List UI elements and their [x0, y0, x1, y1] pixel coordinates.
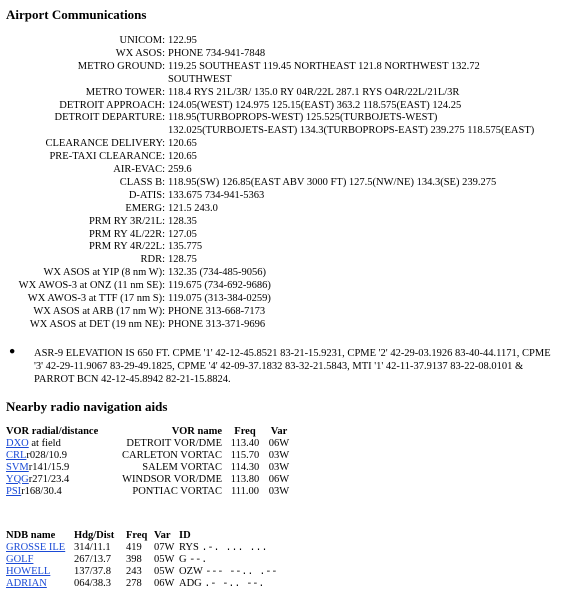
comm-label: METRO TOWER:	[85, 86, 165, 98]
ndb-id: RYS	[179, 542, 199, 553]
vor-table	[6, 427, 294, 499]
comm-label: WX ASOS at DET (19 nm NE):	[29, 318, 165, 330]
vor-id-link[interactable]: SVM	[6, 462, 29, 473]
comm-label: METRO GROUND:	[77, 60, 165, 72]
comm-value-continued: SOUTHWEST	[168, 73, 232, 85]
vor-var: 03W	[268, 486, 290, 497]
ndb-hdg-dist: 267/13.7	[74, 554, 112, 565]
vor-id-link[interactable]: DXO	[6, 438, 29, 449]
comm-row	[0, 191, 567, 204]
vor-name: DETROIT VOR/DME	[126, 438, 222, 449]
vor-freq: 113.80	[230, 474, 260, 485]
ndb-morse: --.	[189, 555, 208, 566]
ndb-var: 07W	[154, 542, 175, 553]
ndb-name-link[interactable]: HOWELL	[6, 566, 51, 577]
vor-var: 06W	[268, 474, 290, 485]
comm-row	[0, 36, 567, 49]
vor-freq: 114.30	[230, 462, 260, 473]
comm-label: CLEARANCE DELIVERY:	[45, 138, 165, 150]
comm-value: 127.05	[168, 228, 197, 240]
ndb-var: 05W	[154, 554, 175, 565]
ndb-morse: .-. ... ...	[201, 543, 268, 554]
comm-value: 119.675 (734-692-9686)	[168, 280, 271, 292]
comm-row	[0, 307, 567, 320]
comm-value: 119.075 (313-384-0259)	[168, 293, 271, 304]
comm-value-continued: 132.025(TURBOJETS-EAST) 134.3(TURBOPROPS-EAST) 239.275 118.575(EAST)	[168, 125, 535, 137]
ndb-freq: 419	[126, 542, 142, 553]
vor-name: PONTIAC VORTAC	[132, 486, 222, 497]
ndb-var: 06W	[154, 578, 175, 589]
comm-label: RDR:	[140, 254, 165, 266]
comm-label: D-ATIS:	[128, 189, 165, 201]
ndb-id: OZW	[179, 566, 203, 577]
bullet-icon: ●	[9, 346, 16, 357]
vor-freq: 115.70	[230, 450, 260, 461]
comm-value: 119.25 SOUTHEAST 119.45 NORTHEAST 121.8 NORTHWEST 132.72	[168, 60, 480, 72]
comm-value: 122.95	[168, 35, 197, 46]
ndb-freq: 278	[126, 578, 142, 589]
vor-radial-distance: at field	[28, 438, 61, 449]
comm-label: WX ASOS at YIP (8 nm W):	[43, 267, 165, 279]
vor-radial-distance: r141/15.9	[28, 462, 70, 473]
ndb-freq: 243	[126, 566, 142, 577]
vor-freq: 113.40	[230, 438, 260, 449]
comm-value: 133.675 734-941-5363	[168, 189, 265, 201]
comm-row	[0, 242, 567, 255]
vor-var: 03W	[268, 462, 290, 473]
vor-id-link[interactable]: PSI	[6, 486, 22, 497]
ndb-col-id: ID	[179, 530, 191, 541]
ndb-morse: --- --.. .--	[205, 567, 278, 578]
airport-communications-heading: Airport Communications	[6, 7, 147, 22]
comm-label: WX ASOS:	[115, 47, 165, 59]
comm-label: WX ASOS at ARB (17 nm W):	[33, 305, 165, 317]
comm-value: 128.35	[168, 215, 197, 227]
comm-label: PRM RY 4R/22L:	[88, 241, 165, 253]
comm-value: 124.05(WEST) 124.975 125.15(EAST) 363.2 118.575(EAST) 124.25	[168, 99, 462, 111]
vor-var: 03W	[268, 450, 290, 461]
ndb-var: 05W	[154, 566, 175, 577]
vor-var: 06W	[268, 438, 290, 449]
comm-label: CLASS B:	[119, 176, 165, 188]
ndb-col-hdg: Hdg/Dist	[74, 530, 115, 541]
ndb-col-var: Var	[154, 530, 171, 541]
comm-row	[0, 230, 567, 243]
comm-label: PRE-TAXI CLEARANCE:	[49, 151, 165, 163]
comm-label: UNICOM:	[119, 35, 165, 46]
ndb-name-link[interactable]: GROSSE ILE	[6, 542, 66, 553]
vor-radial-distance: r168/30.4	[21, 486, 62, 497]
comm-label: WX AWOS-3 at ONZ (11 nm SE):	[18, 280, 165, 292]
comm-value: PHONE 313-668-7173	[168, 305, 266, 317]
comm-value: 118.95(TURBOPROPS-WEST) 125.525(TURBOJETS-WEST)	[168, 112, 438, 124]
vor-row	[6, 487, 294, 499]
vor-radial-distance: r028/10.9	[26, 450, 67, 461]
ndb-col-freq: Freq	[126, 530, 148, 541]
vor-name: WINDSOR VOR/DME	[122, 474, 222, 485]
comm-row	[0, 62, 567, 75]
comm-value: PHONE 313-371-9696	[168, 318, 266, 330]
comm-value: 118.95(SW) 126.85(EAST ABV 3000 FT) 127.5(NW/NE) 134.3(SE) 239.275	[168, 176, 497, 188]
vor-freq: 111.00	[230, 486, 260, 497]
comm-label: PRM RY 3R/21L:	[88, 215, 165, 227]
vor-name: SALEM VORTAC	[142, 462, 222, 473]
ndb-hdg-dist: 314/11.1	[74, 542, 111, 553]
comm-value: 120.65	[168, 138, 197, 150]
comm-label: AIR-EVAC:	[113, 164, 165, 175]
comm-row	[0, 49, 567, 62]
comm-row	[0, 88, 567, 101]
ndb-hdg-dist: 137/37.8	[74, 566, 112, 577]
comm-row-continued	[0, 75, 567, 88]
navaids-heading: Nearby radio navigation aids	[6, 399, 168, 414]
ndb-morse: .- -.. --.	[204, 579, 265, 590]
comm-value: 120.65	[168, 151, 197, 163]
ndb-row	[6, 579, 329, 591]
vor-col-var: Var	[270, 426, 288, 437]
ndb-freq: 398	[126, 554, 142, 565]
ndb-name-link[interactable]: ADRIAN	[6, 578, 47, 589]
comm-value: 128.75	[168, 254, 197, 266]
comm-value: 121.5 243.0	[168, 202, 218, 214]
ndb-id: G	[179, 554, 187, 565]
ndb-hdg-dist: 064/38.3	[74, 578, 112, 589]
comm-label: PRM RY 4L/22R:	[88, 228, 165, 240]
vor-name: CARLETON VORTAC	[122, 450, 222, 461]
ndb-table	[6, 531, 329, 591]
vor-radial-distance: r271/23.4	[28, 474, 70, 485]
comm-row	[0, 178, 567, 191]
comm-label: DETROIT APPROACH:	[59, 99, 165, 111]
vor-id-link[interactable]: YQG	[6, 474, 29, 485]
comm-value: 135.775	[168, 241, 203, 253]
comm-label: WX AWOS-3 at TTF (17 nm S):	[27, 293, 165, 304]
asr-note-text: ASR-9 ELEVATION IS 650 FT. CPME '1' 42-12-45.8521 83-21-15.9231, CPME '2' 42-29-03.1926 83-40-44.1171, CPME '3' 42-29-11.9067 83-29-49.1825, CPME '4' 42-09-37.1832 83-32-21.5843, MTI '1' 42-11-37.9137 83-22-08.0101 & PARROT BCN 42-12-45.8942 82-21-15.8824.	[34, 348, 551, 385]
comm-value: 259.6	[168, 164, 192, 175]
comm-row	[0, 152, 567, 165]
comm-value: PHONE 734-941-7848	[168, 47, 266, 59]
comm-label: DETROIT DEPARTURE:	[54, 112, 165, 124]
ndb-name-link[interactable]: GOLF	[6, 554, 34, 565]
comm-row	[0, 204, 567, 217]
vor-id-link[interactable]: CRL	[6, 450, 27, 461]
comm-label: EMERG:	[125, 202, 165, 214]
vor-col-radial: VOR radial/distance	[6, 426, 99, 437]
comm-value: 118.4 RYS 21L/3R/ 135.0 RY 04R/22L 287.1 RYS O4R/22L/21L/3R	[168, 86, 460, 98]
comm-row	[0, 320, 567, 333]
ndb-col-name: NDB name	[6, 530, 56, 541]
vor-col-name: VOR name	[171, 426, 222, 437]
ndb-id: ADG	[179, 578, 202, 589]
vor-col-freq: Freq	[234, 426, 256, 437]
comm-value: 132.35 (734-485-9056)	[168, 267, 266, 279]
comm-row	[0, 217, 567, 230]
